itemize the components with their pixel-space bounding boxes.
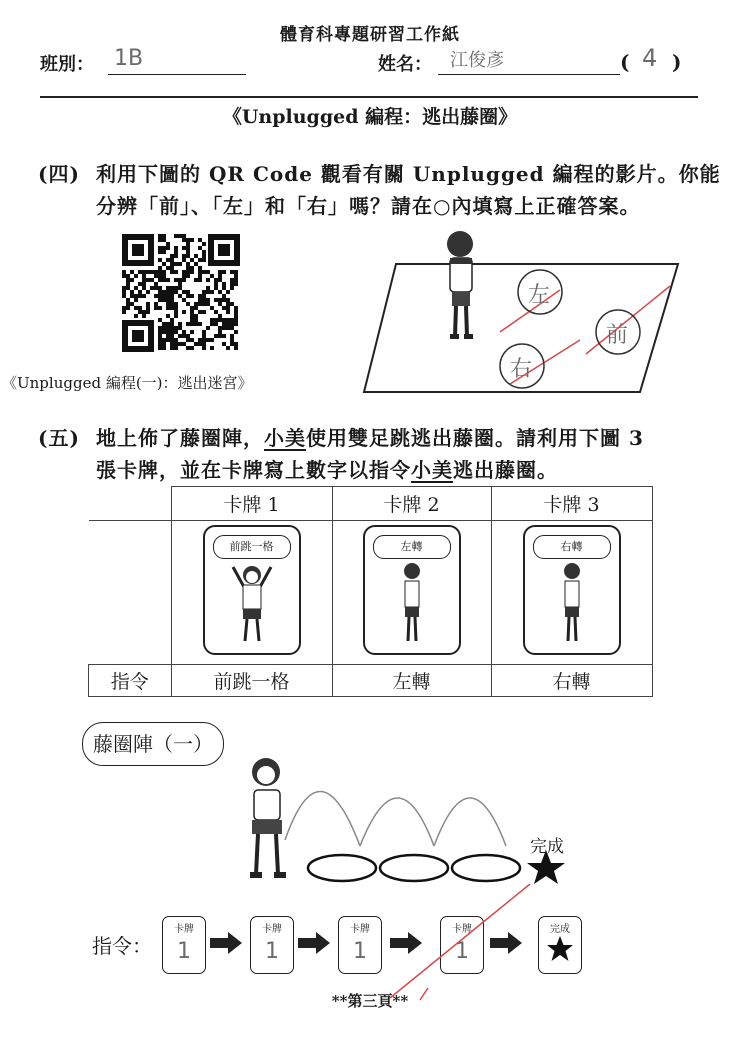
girl-figure: [250, 758, 286, 878]
finish-card: 完成: [538, 916, 582, 974]
card1-command: 前跳一格: [171, 665, 332, 697]
q5-number: (五): [38, 426, 80, 450]
left-turn-boy-icon: [395, 561, 429, 647]
finish-label: 完成: [530, 837, 564, 857]
rattan-ring: [452, 855, 520, 881]
q4-number: (四): [38, 162, 80, 186]
card3-bubble: 右轉: [533, 535, 611, 559]
class-label: 班別：: [40, 54, 94, 75]
worksheet-subtitle: 《Unplugged 編程：逃出藤圈》: [222, 106, 518, 128]
instruction-card-1[interactable]: 卡牌 1: [162, 916, 206, 974]
qr-code[interactable]: [120, 232, 242, 354]
right-answer: 右: [510, 357, 533, 382]
class-value: 1B: [114, 46, 144, 71]
card3-header: 卡牌 3: [491, 487, 652, 521]
card2-bubble: 左轉: [373, 535, 451, 559]
q4-line1: 利用下圖的 QR Code 觀看有關 Unplugged 編程的影片。你能: [96, 162, 721, 186]
command-row-label: 指令: [89, 665, 172, 697]
card2-command: 左轉: [332, 665, 491, 697]
instruction-label: 指令：: [92, 934, 152, 958]
class-number-value: 4: [642, 44, 658, 72]
rattan-diagram: [230, 750, 570, 900]
q5-line2: 張卡牌，並在卡牌寫上數字以指令小美逃出藤圈。: [96, 458, 558, 482]
instruction-card-3[interactable]: 卡牌 1: [338, 916, 382, 974]
card2-picture: [332, 521, 491, 665]
card2-header: 卡牌 2: [332, 487, 491, 521]
card1-picture: [171, 521, 332, 665]
name-label: 姓名：: [378, 54, 432, 75]
rattan-ring: [308, 855, 376, 881]
right-turn-boy-icon: [555, 561, 589, 647]
jumping-girl-icon: [227, 561, 277, 647]
rattan-ring: [380, 855, 448, 881]
qr-caption: 《Unplugged 編程(一)：逃出迷宮》: [2, 374, 253, 392]
finish-star-icon: [546, 935, 574, 963]
number-close: ): [672, 50, 682, 74]
arrow-right-icon: [298, 932, 332, 954]
number-open: (: [620, 50, 630, 74]
arrow-right-icon: [210, 932, 244, 954]
header-divider: [40, 96, 698, 98]
worksheet-title: 體育科專題研習工作紙: [280, 25, 460, 45]
card3-picture: [491, 521, 652, 665]
left-answer: 左: [528, 283, 551, 308]
name-value: 江俊彥: [450, 50, 504, 71]
q4-line2: 分辨「前」、「左」和「右」嗎？請在○內填寫上正確答案。: [96, 194, 641, 218]
boy-figure: [447, 231, 473, 339]
card1-header: 卡牌 1: [171, 487, 332, 521]
cards-table: [88, 486, 653, 697]
q5-line1: 地上佈了藤圈陣，小美使用雙足跳逃出藤圈。請利用下圖 3: [96, 426, 644, 450]
card1-bubble: 前跳一格: [213, 535, 291, 559]
rattan-formation-label: 藤圈陣（一）: [82, 722, 224, 766]
instruction-card-2[interactable]: 卡牌 1: [250, 916, 294, 974]
card3-command: 右轉: [491, 665, 652, 697]
page-footer: **第三頁**: [331, 992, 409, 1010]
instruction-card-4[interactable]: 卡牌 1: [440, 916, 484, 974]
front-answer: 前: [606, 323, 629, 348]
